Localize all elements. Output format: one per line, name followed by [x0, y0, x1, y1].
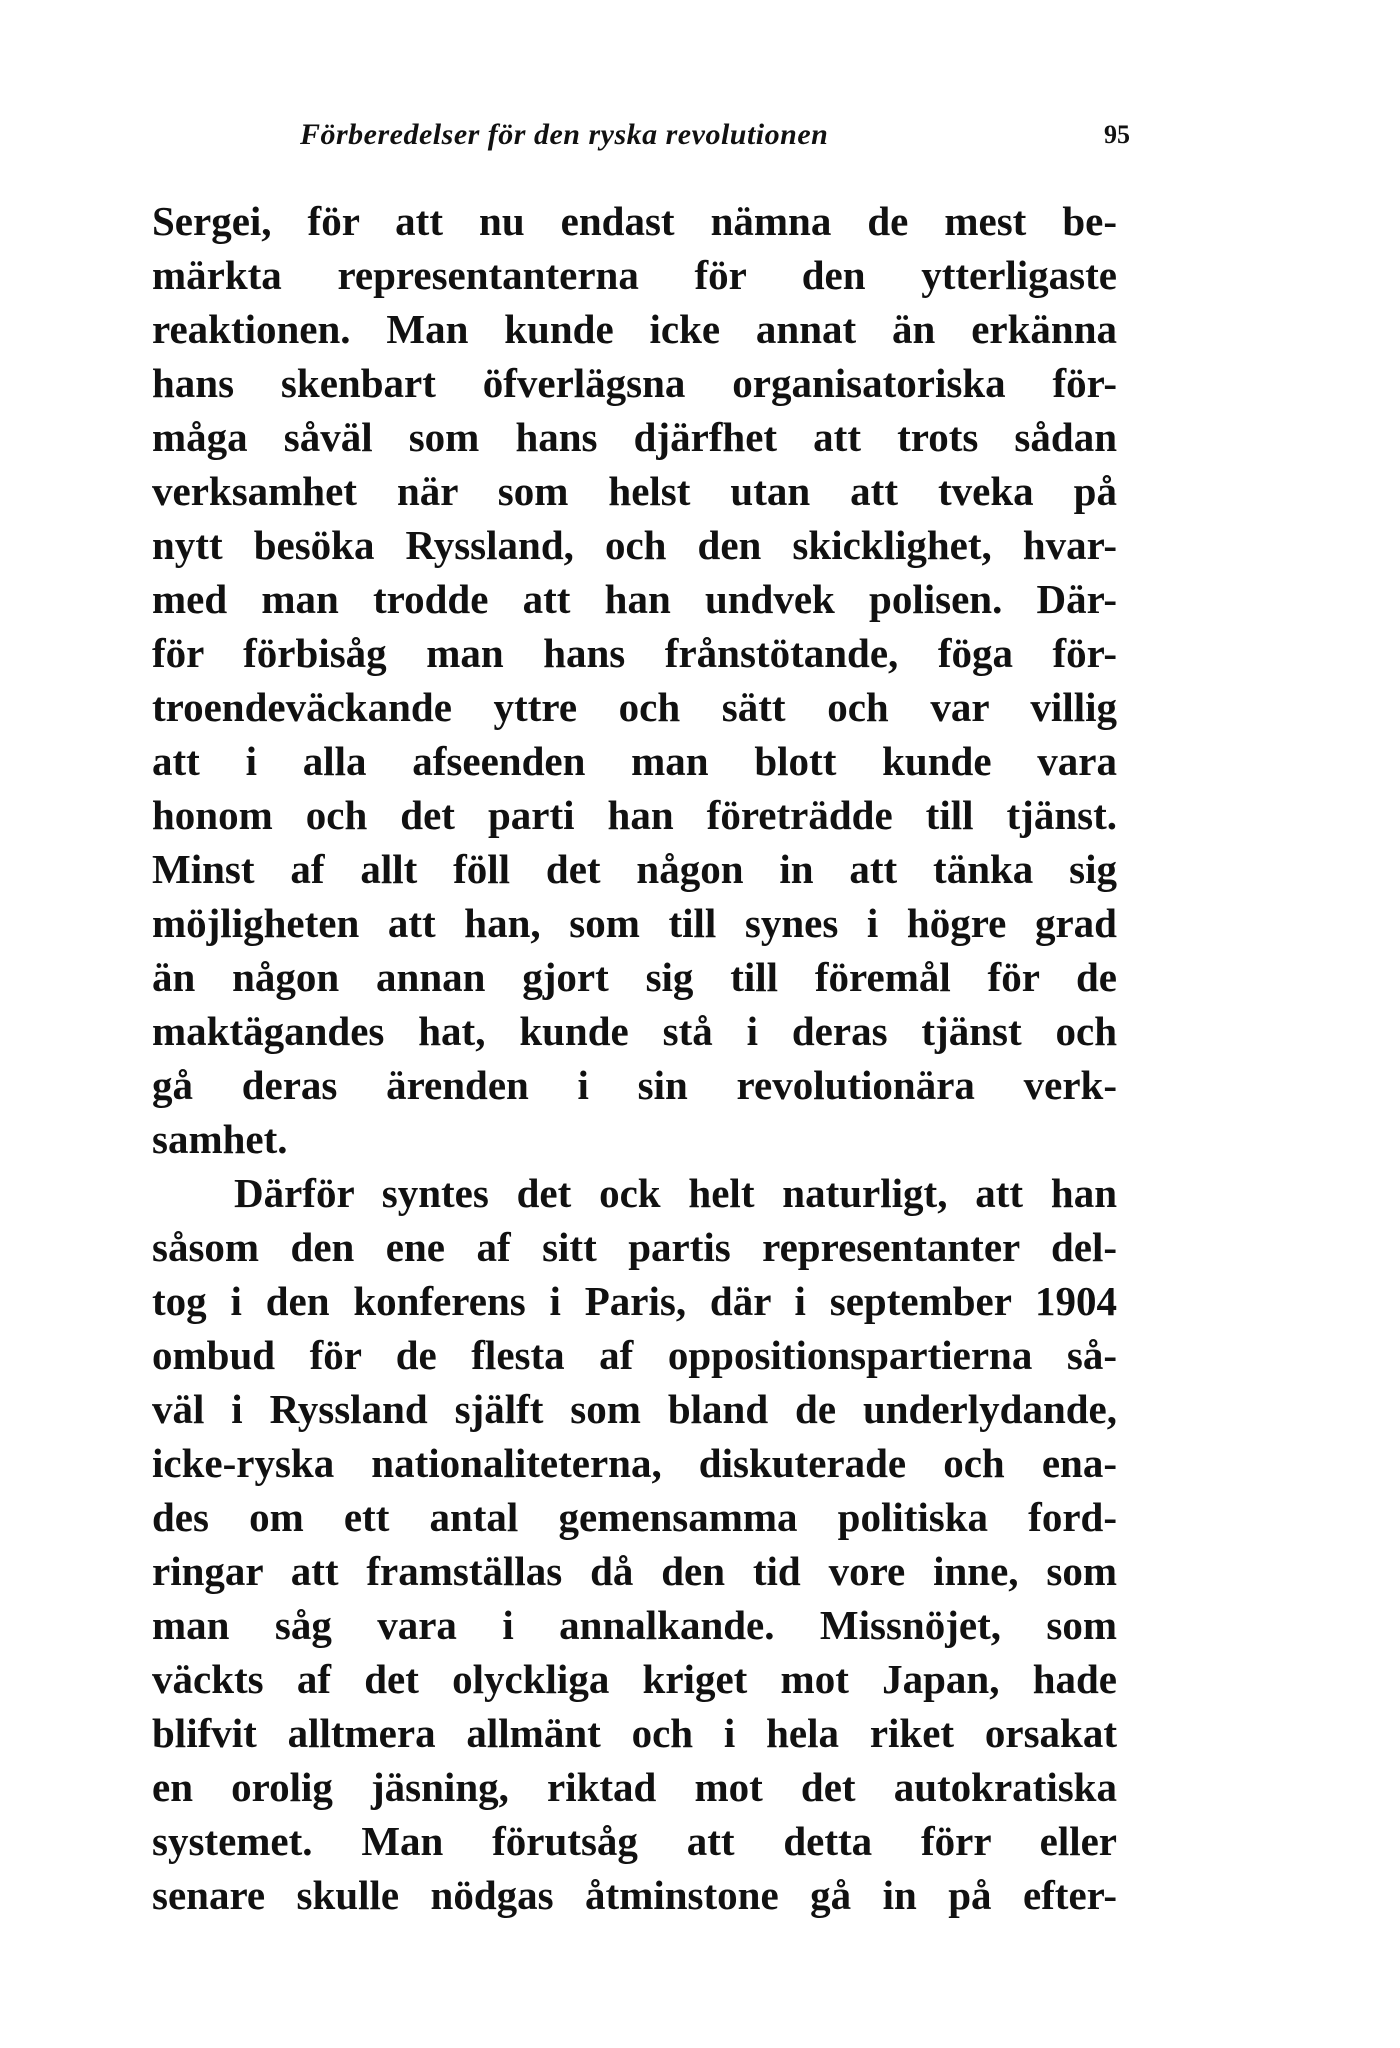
- text-line: väckts af det olyckliga kriget mot Japan, hade: [152, 1656, 1117, 1702]
- body-text: [152, 194, 1117, 1922]
- text-line: tog i den konferens i Paris, där i september 1904: [152, 1278, 1117, 1324]
- text-line: Därför syntes det ock helt naturligt, att han: [234, 1170, 1117, 1216]
- text-line: samhet.: [152, 1116, 288, 1162]
- paragraph-1: [152, 194, 1117, 1166]
- text-line: Minst af allt föll det någon in att tänka sig: [152, 846, 1117, 892]
- text-line: såsom den ene af sitt partis representanter del-: [152, 1224, 1117, 1270]
- text-line: med man trodde att han undvek polisen. Där-: [152, 576, 1117, 622]
- text-line: senare skulle nödgas åtminstone gå in på efter-: [152, 1872, 1117, 1918]
- text-line: en orolig jäsning, riktad mot det autokratiska: [152, 1764, 1117, 1810]
- text-line: att i alla afseenden man blott kunde vara: [152, 738, 1117, 784]
- running-title: Förberedelser för den ryska revolutionen: [300, 118, 829, 151]
- text-line: ringar att framställas då den tid vore inne, som: [152, 1548, 1117, 1594]
- text-line: icke-ryska nationaliteterna, diskuterade och ena-: [152, 1440, 1117, 1486]
- text-line: väl i Ryssland själft som bland de underlydande,: [152, 1386, 1117, 1432]
- text-line: märkta representanterna för den ytterligaste: [152, 252, 1117, 298]
- text-line: blifvit alltmera allmänt och i hela riket orsakat: [152, 1710, 1117, 1756]
- text-line: des om ett antal gemensamma politiska ford-: [152, 1494, 1117, 1540]
- text-line: verksamhet när som helst utan att tveka på: [152, 468, 1117, 514]
- text-line: än någon annan gjort sig till föremål för de: [152, 954, 1117, 1000]
- page-number: 95: [1104, 120, 1130, 149]
- text-line: reaktionen. Man kunde icke annat än erkänna: [152, 306, 1117, 352]
- text-line: ombud för de flesta af oppositionspartierna så-: [152, 1332, 1117, 1378]
- text-line: maktägandes hat, kunde stå i deras tjänst och: [152, 1008, 1117, 1054]
- text-line: honom och det parti han företrädde till tjänst.: [152, 792, 1117, 838]
- text-line: för förbisåg man hans frånstötande, föga för-: [152, 630, 1117, 676]
- running-head: [150, 118, 1150, 168]
- text-line: måga såväl som hans djärfhet att trots sådan: [152, 414, 1117, 460]
- paragraph-2: [152, 1166, 1117, 1922]
- text-line: möjligheten att han, som till synes i högre grad: [152, 900, 1117, 946]
- text-line: nytt besöka Ryssland, och den skicklighet, hvar-: [152, 522, 1117, 568]
- text-line: systemet. Man förutsåg att detta förr eller: [152, 1818, 1117, 1864]
- text-line: troendeväckande yttre och sätt och var villig: [152, 684, 1117, 730]
- text-line: hans skenbart öfverlägsna organisatoriska för-: [152, 360, 1117, 406]
- text-line: Sergei, för att nu endast nämna de mest be-: [152, 198, 1117, 244]
- text-line: gå deras ärenden i sin revolutionära verk-: [152, 1062, 1117, 1108]
- text-line: man såg vara i annalkande. Missnöjet, som: [152, 1602, 1117, 1648]
